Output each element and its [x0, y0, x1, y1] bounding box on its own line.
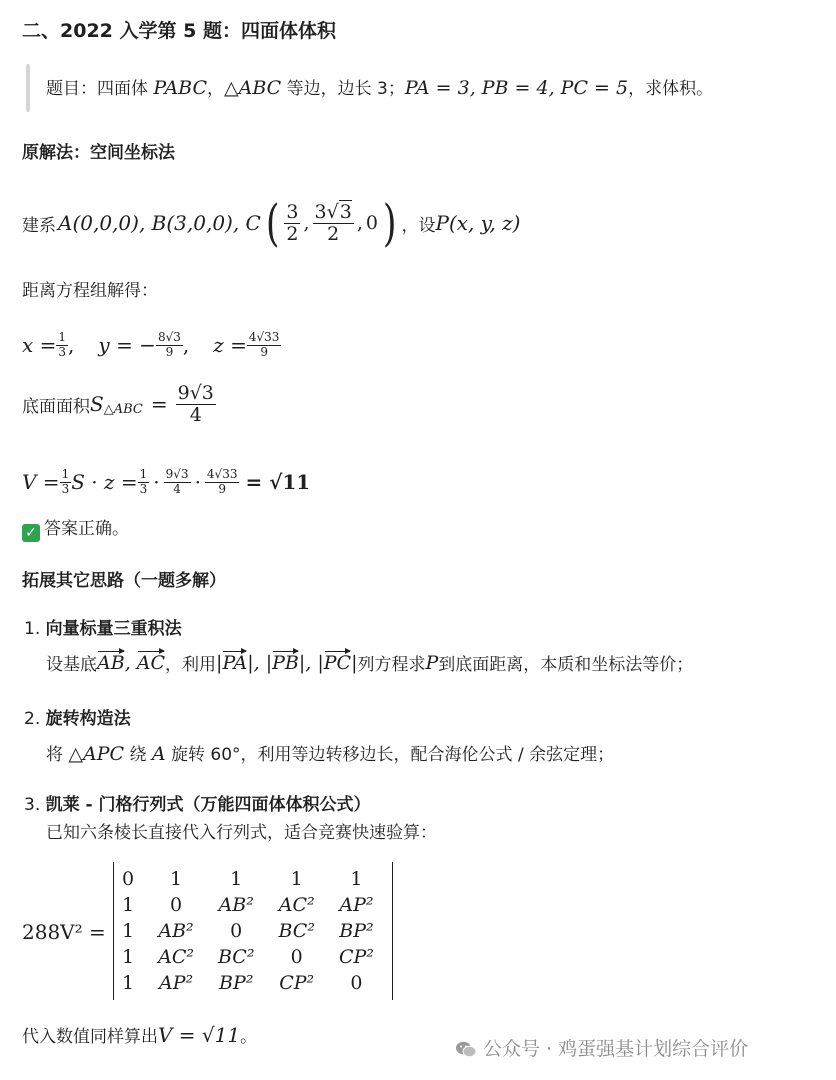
quote-bar	[26, 64, 30, 112]
list-item: 2. 旋转构造法	[24, 709, 131, 729]
matrix-cell: 0	[169, 894, 183, 916]
list-item-body: 设基底 AB, AC ，利用 |PA|, |PB|, |PC| 列方程求 P 到底面距离，本质和坐标法等价；	[46, 651, 694, 675]
matrix-cell: 1	[290, 868, 303, 890]
matrix-cell: 1	[122, 894, 135, 916]
list-item: 1. 向量标量三重积法	[24, 619, 182, 639]
page-title: 二、2022 入学第 5 题：四面体体积	[22, 20, 336, 42]
matrix-cell: 1	[122, 920, 135, 942]
matrix-cell: AB²	[158, 920, 194, 942]
section-heading-original: 原解法：空间坐标法	[22, 143, 175, 163]
matrix-cell: CP²	[279, 972, 315, 994]
matrix-cell: CP²	[338, 946, 374, 968]
volume-formula: V = $\frac{1}{3}$ S · z = $\frac{1}{3}$ · $\frac{9√3}{4}$ · $\frac{4√33}{9}$ = √11	[22, 467, 311, 496]
cayley-menger-matrix	[113, 862, 393, 1000]
coordinate-setup: 建系 A(0,0,0), B(3,0,0), C ( $\frac{3}{2}$ , $\frac{3√3}{2}$ , 0 ) ，设 P(x, y, z)	[22, 194, 521, 252]
matrix-cell: AC²	[278, 894, 315, 916]
problem-statement: 题目：四面体 PABC，△ABC 等边，边长 3；PA = 3, PB = 4, PC = 5，求体积。	[46, 77, 714, 99]
wechat-icon	[455, 1040, 477, 1058]
determinant-lhs: 288V² =	[22, 920, 106, 944]
section-heading-extensions: 拓展其它思路（一题多解）	[22, 571, 226, 591]
matrix-cell: BC²	[278, 920, 315, 942]
check-icon: ✓	[22, 524, 40, 542]
matrix-cell: BC²	[217, 946, 255, 968]
solution-values: x = $\frac{1}{3}$ , y = − $\frac{8√3}{9}$ , z = $\frac{4√33}{9}$	[22, 330, 280, 359]
matrix-cell: 0	[290, 946, 303, 968]
matrix-cell: AC²	[158, 946, 194, 968]
watermark: 公众号 · 鸡蛋强基计划综合评价	[455, 1034, 748, 1061]
matrix-cell: 0	[350, 972, 363, 994]
matrix-row	[120, 970, 386, 996]
matrix-cell: 1	[230, 868, 243, 890]
matrix-cell: 1	[169, 868, 183, 890]
matrix-cell: BP²	[339, 920, 374, 942]
matrix-cell: AP²	[158, 972, 194, 994]
matrix-cell: BP²	[219, 972, 254, 994]
matrix-cell: 0	[122, 868, 135, 890]
matrix-row	[120, 892, 386, 918]
base-area: 底面面积 S $_{\triangle ABC}$ = $\frac{9√3}{4}$	[22, 381, 214, 426]
matrix-cell: AB²	[218, 894, 254, 916]
matrix-cell: 1	[350, 868, 363, 890]
matrix-row	[120, 866, 386, 892]
list-item: 3. 凯莱 - 门格行列式（万能四面体体积公式）	[24, 795, 371, 815]
matrix-cell: 0	[230, 920, 243, 942]
answer-correct: ✓ 答案正确。	[22, 514, 129, 542]
list-item-body: 已知六条棱长直接代入行列式，适合竞赛快速验算：	[46, 823, 437, 843]
conclusion: 代入数值同样算出 V = √11 。	[22, 1022, 258, 1047]
matrix-cell: AP²	[339, 894, 374, 916]
list-item-body: 将 △APC 绕 A 旋转 60°，利用等边转移边长，配合海伦公式 / 余弦定理；	[46, 743, 615, 765]
matrix-cell: 1	[122, 972, 135, 994]
matrix-cell: 1	[122, 946, 135, 968]
matrix-row	[120, 918, 386, 944]
solve-line: 距离方程组解得：	[22, 281, 158, 301]
matrix-row	[120, 944, 386, 970]
